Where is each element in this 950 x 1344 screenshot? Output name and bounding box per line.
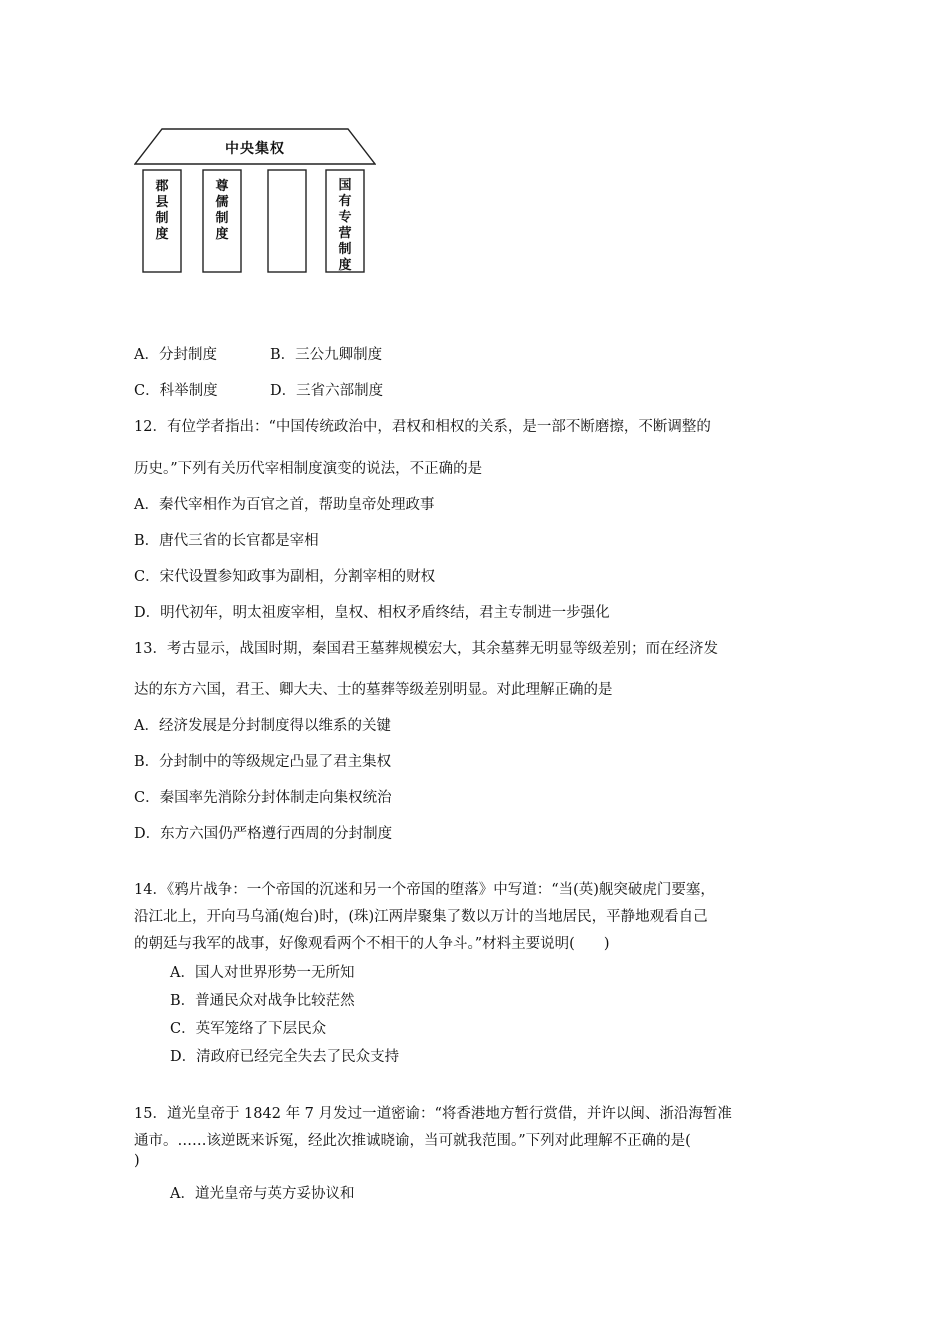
q14-option-c[interactable]: C．英军笼络了下层民众 bbox=[170, 1021, 327, 1037]
q14-stem-line-2: 沿江北上，开向马乌涌(炮台)时，(珠)江两岸聚集了数以万计的当地居民，平静地观看自己 bbox=[134, 909, 708, 925]
q14-option-d[interactable]: D．清政府已经完全失去了民众支持 bbox=[170, 1049, 400, 1065]
q12-stem-line-2: 历史。”下列有关历代宰相制度演变的说法，不正确的是 bbox=[134, 461, 483, 477]
pillar-label-1: 郡县制度 bbox=[155, 179, 169, 242]
q11-option-b[interactable]: B．三公九卿制度 bbox=[270, 347, 383, 363]
q13-option-b[interactable]: B．分封制中的等级规定凸显了君主集权 bbox=[134, 754, 392, 770]
q12-option-c[interactable]: C．宋代设置参知政事为副相，分割宰相的财权 bbox=[134, 569, 436, 585]
q13-option-d[interactable]: D．东方六国仍严格遵行西周的分封制度 bbox=[134, 826, 393, 842]
q11-options-row-2 bbox=[134, 379, 383, 400]
q11-option-c[interactable]: C．科举制度 bbox=[134, 383, 218, 399]
q14-stem-line-1: 14．《鸦片战争：一个帝国的沉迷和另一个帝国的堕落》中写道：“当(英)舰突破虎门要塞， bbox=[134, 882, 715, 898]
q13-stem-line-1: 13．考古显示，战国时期，秦国君王墓葬规模宏大，其余墓葬无明显等级差别；而在经济发 bbox=[134, 641, 718, 657]
q12-option-d[interactable]: D．明代初年，明太祖废宰相，皇权、相权矛盾终结，君主专制进一步强化 bbox=[134, 605, 610, 621]
q15-stem-line-1: 15．道光皇帝于 1842 年 7 月发过一道密谕：“将香港地方暂行赏借，并许以闽、浙沿海暂准 bbox=[134, 1106, 732, 1122]
q11-option-a[interactable]: A．分封制度 bbox=[134, 347, 217, 363]
q11-option-d[interactable]: D．三省六部制度 bbox=[270, 383, 384, 399]
q12-stem-line-1: 12．有位学者指出：“中国传统政治中，君权和相权的关系，是一部不断磨擦，不断调整的 bbox=[134, 419, 711, 435]
q14-stem-line-3: 的朝廷与我军的战事，好像观看两个不相干的人争斗。”材料主要说明( ) bbox=[134, 936, 610, 952]
q12-option-b[interactable]: B．唐代三省的长官都是宰相 bbox=[134, 533, 319, 549]
diagram-roof-title: 中央集权 bbox=[225, 141, 285, 157]
q13-option-c[interactable]: C．秦国率先消除分封体制走向集权统治 bbox=[134, 790, 392, 806]
q15-option-a[interactable]: A．道光皇帝与英方妥协议和 bbox=[170, 1186, 355, 1202]
q14-option-b[interactable]: B．普通民众对战争比较茫然 bbox=[170, 993, 355, 1009]
q13-stem-line-2: 达的东方六国，君王、卿大夫、士的墓葬等级差别明显。对此理解正确的是 bbox=[134, 682, 613, 698]
q12-option-a[interactable]: A．秦代宰相作为百官之首，帮助皇帝处理政事 bbox=[134, 497, 435, 513]
pillar-label-4: 国有专营制度 bbox=[338, 178, 352, 273]
central-power-diagram bbox=[134, 128, 376, 278]
q15-stem-line-3: ) bbox=[134, 1153, 140, 1169]
q11-options-row-1 bbox=[134, 343, 382, 364]
pillar-label-2: 尊儒制度 bbox=[215, 179, 229, 242]
q13-option-a[interactable]: A．经济发展是分封制度得以维系的关键 bbox=[134, 718, 391, 734]
q14-option-a[interactable]: A．国人对世界形势一无所知 bbox=[170, 965, 355, 981]
q15-stem-line-2: 通市。……该逆既来诉冤，经此次推诚晓谕，当可就我范围。”下列对此理解不正确的是( bbox=[134, 1133, 691, 1149]
